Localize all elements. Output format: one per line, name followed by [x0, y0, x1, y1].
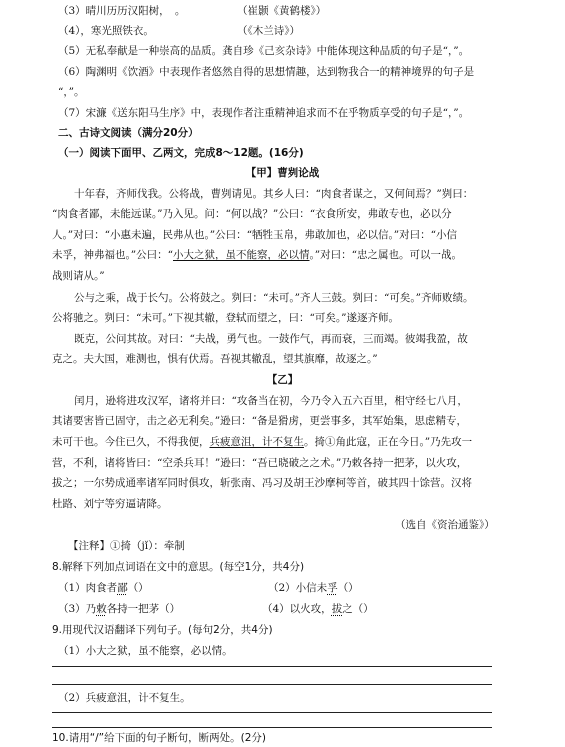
poem-source-3: （崔颢《黄鹤楼》） — [237, 5, 327, 17]
text-segment: （3）乃 — [58, 603, 97, 615]
poem-line-4: （4），寒光照铁衣。 — [58, 25, 154, 37]
passage-jia-line: 战则请从。” — [52, 270, 105, 282]
text-segment: （4）以火攻， — [262, 603, 332, 615]
question-9-item-1: （1）小大之狱，虽不能察，必以情。 — [58, 645, 233, 657]
question-8-item-3 — [58, 602, 180, 616]
answer-line — [52, 684, 492, 685]
dotted-word: 孚 — [327, 582, 338, 594]
poem-line-3: （3）晴川历历汉阳树， 。 — [58, 5, 186, 17]
passage-jia-line: 人。”对曰：“小惠未遍，民弗从也。”公曰：“牺牲玉帛，弗敢加也，必以信。”对曰：“小信 — [52, 229, 457, 241]
passage-jia-line: 既克，公问其故。对曰：“夫战，勇气也。一鼓作气，再而衰，三而竭。彼竭我盈，故 — [74, 333, 468, 345]
question-10: 10.请用“/”给下面的句子断句，断两处。(2分) — [52, 732, 266, 744]
question-line-6-cont: “，”。 — [58, 86, 85, 98]
dotted-word: 敕 — [96, 603, 107, 615]
passage-yi-line — [52, 435, 472, 449]
footnote: 【注释】①掎（jǐ）：牵制 — [68, 540, 185, 552]
question-line-5: （5）无私奉献是一种崇高的品质。龚自珍《己亥杂诗》中能体现这种品质的句子是“，”。 — [58, 45, 470, 57]
question-8-item-1 — [58, 581, 149, 595]
passage-jia-line: 公与之乘，战于长勺。公将鼓之。刿曰：“未可。”齐人三鼓。刿曰：“可矣。”齐师败绩。 — [74, 292, 474, 304]
answer-line — [52, 666, 492, 667]
question-9: 9.用现代汉语翻译下列句子。(每句2分，共4分) — [52, 624, 273, 636]
question-8: 8.解释下列加点词语在文中的意思。(每空1分，共4分) — [52, 561, 305, 573]
passage-yi-line: 闰月，逊将进攻汉军，诸将并曰：“攻备当在初，今乃令入五六百里，相守经七八月， — [74, 395, 468, 407]
poem-source-4: （《木兰诗》） — [237, 25, 300, 37]
text-segment: 未可干也。今住已久，不得我便， — [52, 436, 210, 448]
passage-jia-title: 【甲】曹刿论战 — [245, 167, 320, 179]
answer-blank: （） — [337, 582, 359, 594]
passage-yi-title: 【乙】 — [266, 374, 299, 386]
question-line-6: （6）陶渊明《饮酒》中表现作者悠然自得的思想情趣，达到物我合一的精神境界的句子是 — [58, 66, 475, 78]
passage-source: （选自《资治通鉴》） — [395, 519, 495, 531]
passage-yi-line: 拔之；一尔势成通率诸军同时俱攻，斩张南、冯习及胡王沙摩柯等首，破其四十馀营。汉将 — [52, 477, 472, 489]
text-segment: （1）肉食者 — [58, 582, 118, 594]
passage-jia-line: “肉食者鄙，未能远谋。”乃入见。问：“何以战？”公曰：“衣食所安，弗敢专也，必以分 — [52, 208, 452, 220]
passage-jia-line: 克之。夫大国，难测也，惧有伏焉。吾视其辙乱，望其旗靡，故逐之。” — [52, 353, 378, 365]
answer-blank: 之（） — [342, 603, 374, 615]
passage-yi-line: 其诸要害皆已固守，击之必无利矣。”逊曰：“备是猾虏，更尝事多，其军始集，思虑精专， — [52, 415, 467, 427]
passage-jia-line: 公将驰之。刿曰：“未可。”下视其辙，登轼而望之，曰：“可矣。”遂逐齐师。 — [52, 312, 399, 324]
underlined-sentence: 兵疲意沮，计不复生 — [209, 436, 304, 448]
answer-line — [52, 727, 492, 728]
question-line-7: （7）宋濂《送东阳马生序》中，表现作者注重精神追求而不在乎物质享受的句子是“，”。 — [58, 107, 470, 119]
dotted-word: 鄙 — [117, 582, 128, 594]
passage-yi-line: 营，不利，诸将皆曰：“空杀兵耳！”逊曰：“吾已晓破之之术。”乃敕各持一把茅，以火攻， — [52, 457, 468, 469]
section-2-heading: 二、古诗文阅读（满分20分） — [58, 127, 199, 139]
answer-line — [52, 712, 492, 713]
passage-jia-line — [52, 248, 462, 262]
text-segment: 。掎①角此寇，正在今日。”乃先攻一 — [304, 436, 473, 448]
text-segment: 未孚，神弗福也。”公曰：“ — [52, 249, 173, 261]
passage-yi-line: 杜路、刘宁等穷逼请降。 — [52, 498, 168, 510]
underlined-sentence: 小大之狱，虽不能察，必以情 — [173, 249, 310, 261]
text-segment: （2）小信未 — [268, 582, 328, 594]
question-9-item-2: （2）兵疲意沮，计不复生。 — [58, 692, 191, 704]
dotted-word: 拔 — [331, 603, 343, 615]
question-8-item-2 — [268, 581, 359, 595]
question-8-item-4 — [262, 602, 374, 616]
subsection-1-heading: （一）阅读下面甲、乙两文，完成8～12题。(16分) — [58, 147, 304, 159]
passage-jia-line: 十年春，齐师伐我。公将战，曹刿请见。其乡人曰：“肉食者谋之，又何间焉？”刿曰： — [74, 188, 474, 200]
answer-blank: （） — [127, 582, 149, 594]
text-segment: 。”对曰：“忠之属也。可以一战。 — [309, 249, 462, 261]
answer-blank: 各持一把茅（） — [106, 603, 181, 615]
